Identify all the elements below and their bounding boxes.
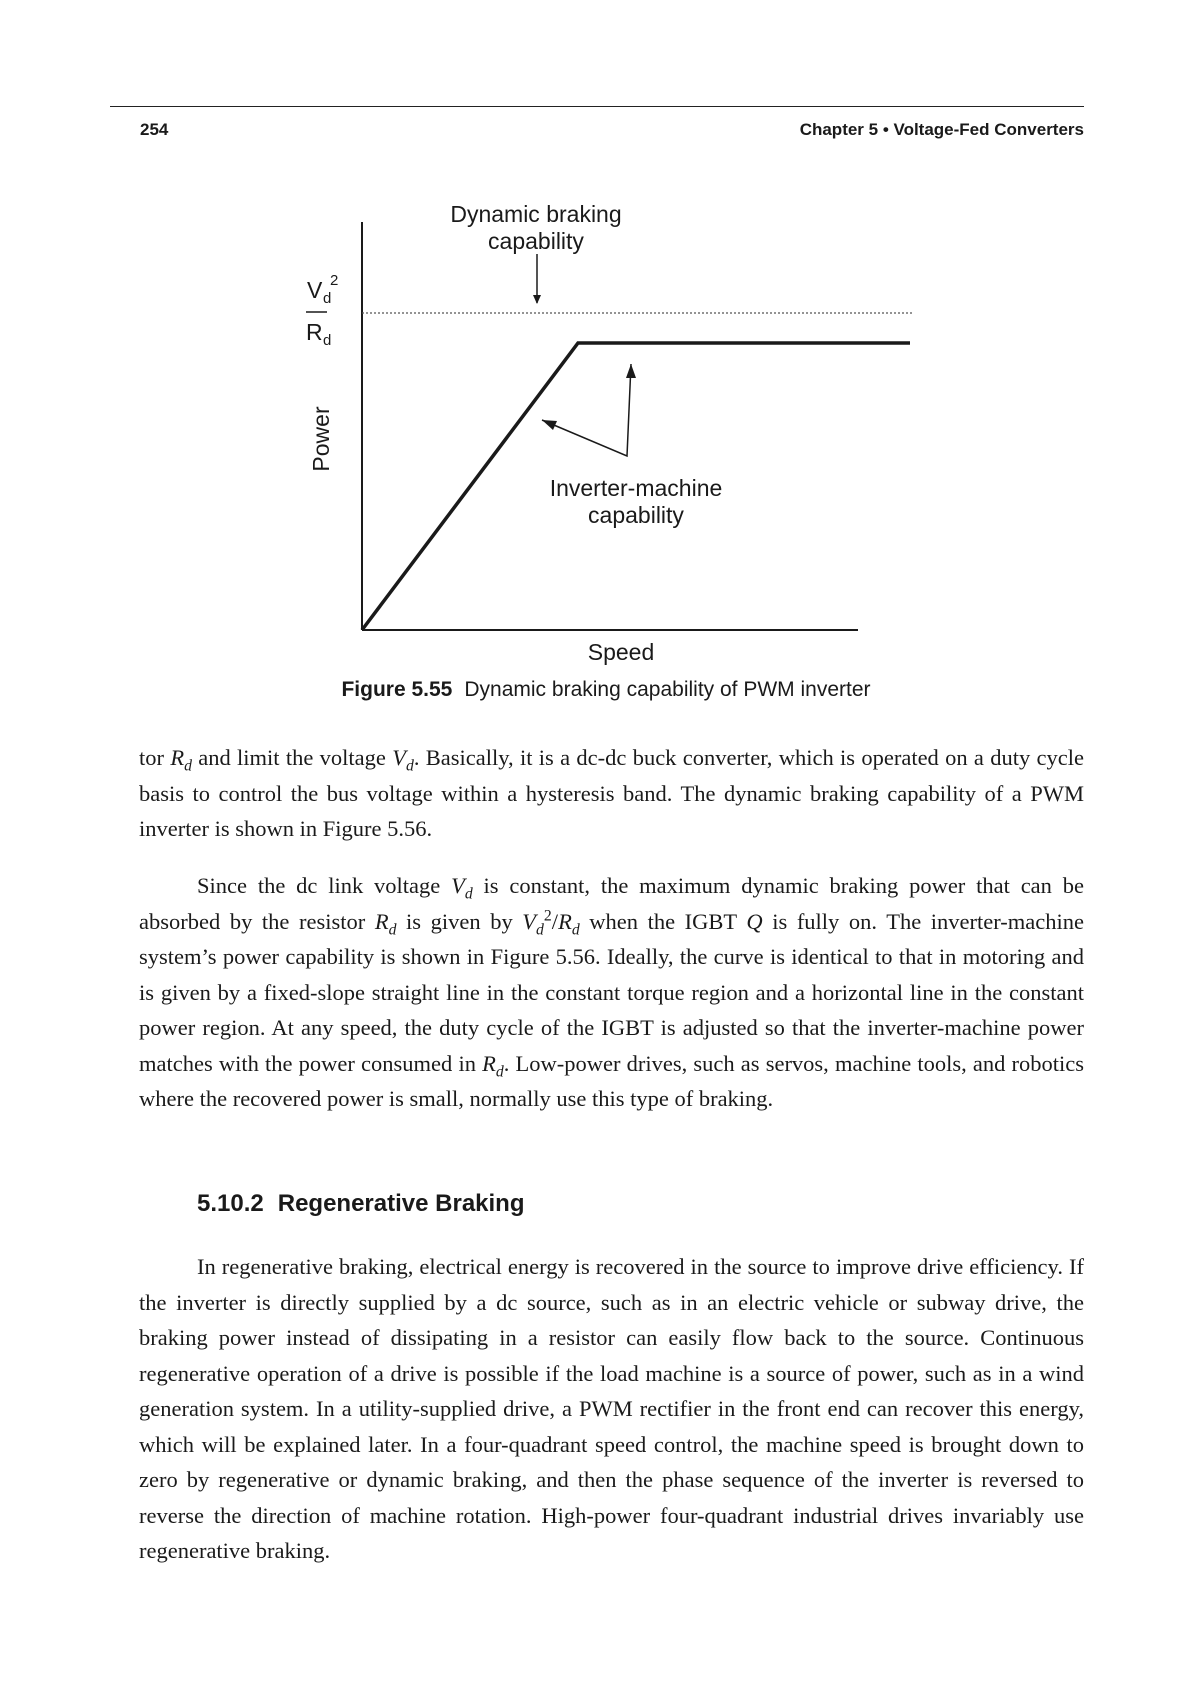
figure-caption xyxy=(0,678,1190,702)
label-inverter-machine-line2: capability xyxy=(588,502,684,528)
fraction-denominator-sub-d: d xyxy=(323,332,332,349)
section-heading xyxy=(197,1190,525,1218)
chapter-title: Chapter 5 • Voltage-Fed Converters xyxy=(799,120,1084,139)
arrowhead-up xyxy=(626,364,636,378)
fraction-numerator-sub-d: d xyxy=(323,290,332,307)
page-number: 254 xyxy=(140,120,169,139)
x-axis-label: Speed xyxy=(587,639,655,665)
section-number: 5.10.2 xyxy=(197,1190,264,1217)
inverter-machine-pointer xyxy=(542,364,631,456)
caption-number: Figure 5.55 xyxy=(341,678,453,701)
fraction-denominator-R: R xyxy=(306,319,323,345)
paragraph-1: tor $R_d$ and limit the voltage $V_d$. Basically, it is a dc-dc buck converter, which is operated on a duty cycle basis to control the bus voltage within a hysteresis band. The dynamic braking capability of a PWM inverter is shown in Figure 5.56. xyxy=(139,745,1084,841)
label-dynamic-braking-line2: capability xyxy=(488,228,584,254)
section-title: Regenerative Braking xyxy=(277,1190,525,1217)
label-dynamic-braking-line1: Dynamic braking xyxy=(450,201,622,227)
figure-5-55 xyxy=(0,0,1190,700)
paragraph-3: In regenerative braking, electrical energy is recovered in the source to improve drive efficiency. If the inverter is directly supplied by a dc source, such as in an electric vehicle or subway drive, the braking power instead of dissipating in a resistor can easily flow back to the source. Continuous regenerative operation of a drive is possible if the load machine is a source of power, such as in a wind generation system. In a utility-supplied drive, a PWM rectifier in the front end can recover this energy, which will be explained later. In a four-quadrant speed control, the machine speed is brought down to zero by regenerative or dynamic braking, and then the phase sequence of the inverter is reversed to reverse the direction of machine rotation. High-power four-quadrant industrial drives invariably use regenerative braking. xyxy=(139,1254,1084,1563)
fraction-numerator-V: V xyxy=(307,277,323,303)
arrowhead-left xyxy=(542,420,557,430)
fraction-numerator-sup-2: 2 xyxy=(330,272,339,289)
label-inverter-machine-line1: Inverter-machine xyxy=(549,475,723,501)
y-axis-label: Power xyxy=(308,406,334,472)
caption-text: Dynamic braking capability of PWM inverter xyxy=(464,678,871,701)
figure-diagram xyxy=(0,0,1190,700)
paragraph-2: Since the dc link voltage $V_d$ is constant, the maximum dynamic braking power that can be absorbed by the resistor $R_d$ is given by $V_d^2/R_d$ when the IGBT Q is fully on. The inverter-machine system’s power capability is shown in Figure 5.56. Ideally, the curve is identical to that in motoring and is given by a fixed-slope straight line in the constant torque region and a horizontal line in the constant power region. At any speed, the duty cycle of the IGBT is adjusted so that the inverter-machine power matches with the power consumed in $R_d$. Low-power drives, such as servos, machine tools, and robotics where the recovered power is small, normally use this type of braking. xyxy=(139,873,1085,1111)
